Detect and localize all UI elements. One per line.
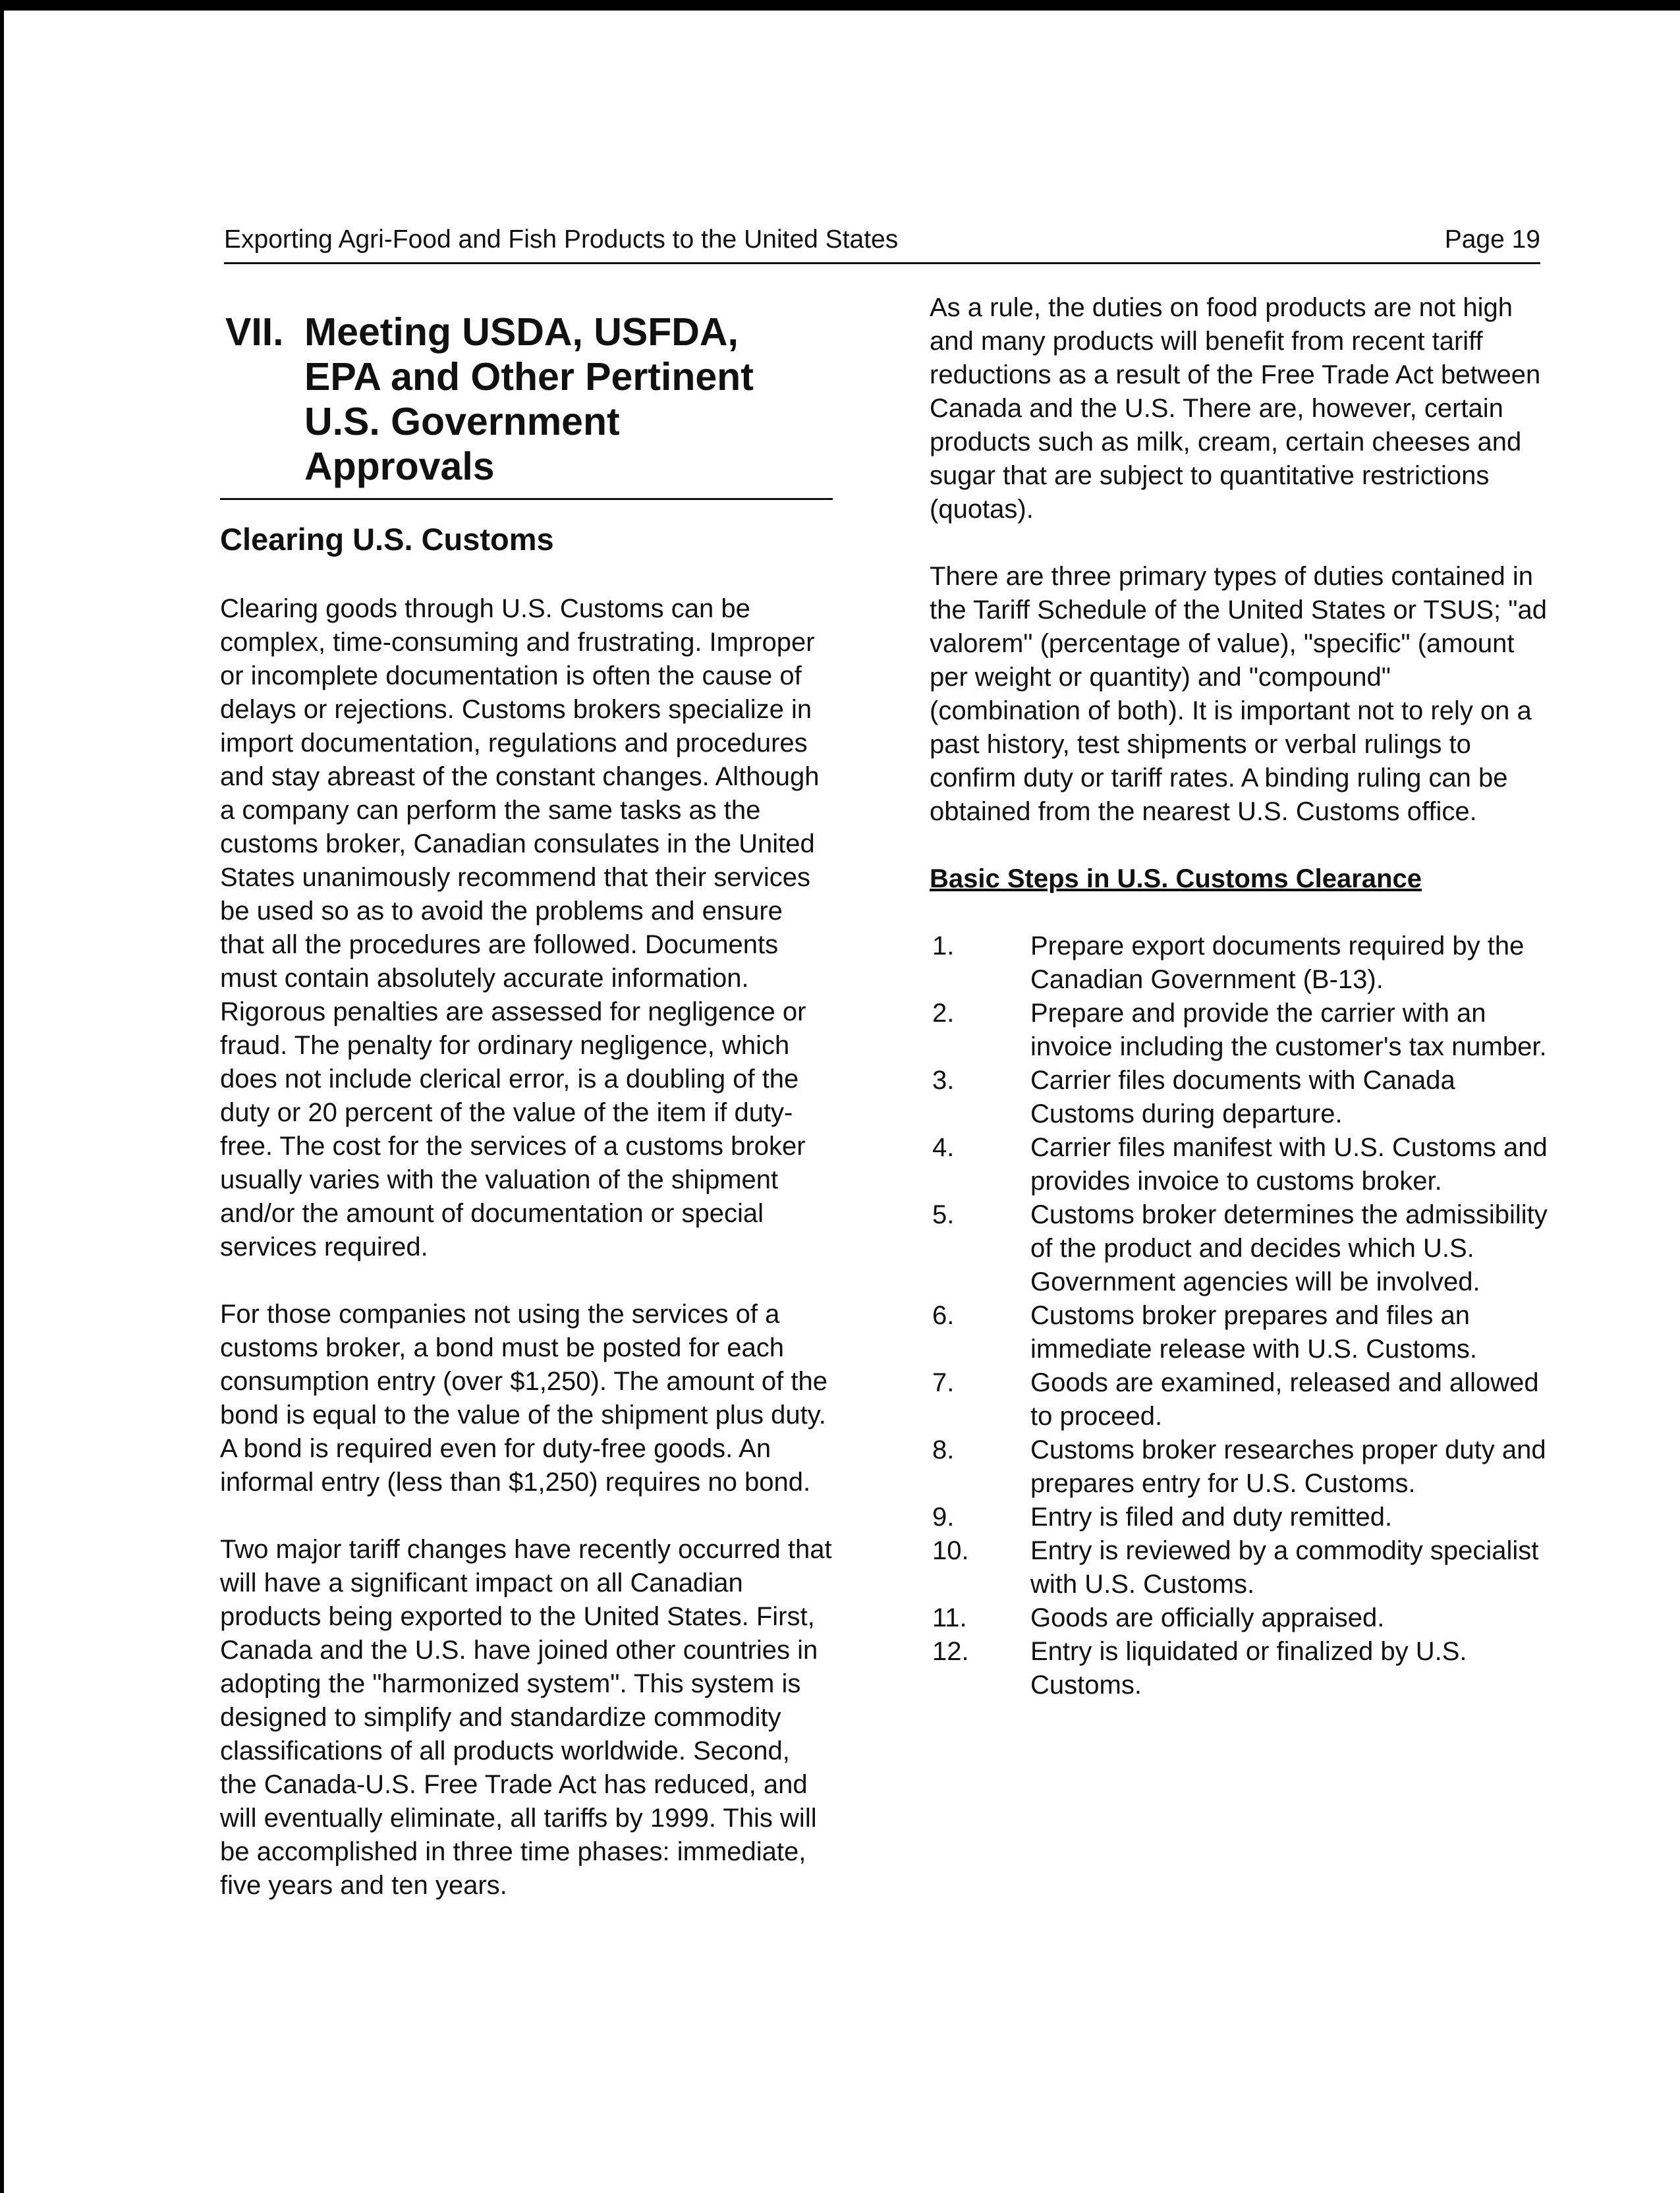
paragraph: As a rule, the duties on food products are not high and many products will benefit from recent tariff reductions as a result of the Free Trade Act between Canada and the U.S. There are, however, certain products such as milk, cream, certain cheeses and sugar that are subject to quantitative restrictions (quotas). — [930, 293, 1541, 524]
step-text: Customs broker researches proper duty and prepares entry for U.S. Customs. — [1030, 1435, 1546, 1498]
paragraph: Two major tariff changes have recently occurred that will have a significant impact on all Canadian products being exported to the United States. First, Canada and the U.S. have joined other countries in adopting the "harmonized system". This system is designed to simplify and standardize commodity classifications of all products worldwide. Second, the Canada-U.S. Free Trade Act has reduced, and will eventually eliminate, all tariffs by 1999. This will be accomplished in three time phases: immediate, five years and ten years. — [220, 1534, 832, 1900]
steps-list — [930, 930, 1549, 1702]
step-number: 12. — [932, 1637, 969, 1666]
scan-left-border — [0, 0, 4, 2193]
section-title-line: EPA and Other Pertinent — [304, 354, 754, 399]
step-text: Entry is liquidated or finalized by U.S. Customs. — [1030, 1637, 1467, 1700]
running-header — [224, 221, 1540, 264]
section-title-line: U.S. Government — [304, 399, 620, 443]
list-item — [930, 1299, 1549, 1366]
list-item — [930, 1501, 1549, 1534]
step-number: 3. — [932, 1066, 955, 1095]
step-number: 10. — [932, 1536, 969, 1565]
paragraph: For those companies not using the services of a customs broker, a bond must be posted for each consumption entry (over $1,250). The amount of the bond is equal to the value of the shipment plus duty. A bond is required even for duty-free goods. An informal entry (less than $1,250) requires no bond. — [220, 1299, 828, 1497]
left-column — [220, 283, 833, 1902]
list-item — [930, 997, 1549, 1064]
list-item — [930, 1198, 1549, 1299]
list-item — [930, 1131, 1549, 1198]
list-item — [930, 1064, 1549, 1131]
page-number: Page 19 — [1444, 225, 1540, 254]
step-number: 7. — [932, 1368, 955, 1397]
section-title-line: Meeting USDA, USFDA, — [304, 310, 739, 354]
scan-top-border — [0, 0, 1680, 11]
step-text: Customs broker prepares and files an immediate release with U.S. Customs. — [1030, 1301, 1478, 1364]
step-text: Goods are officially appraised. — [1030, 1603, 1385, 1632]
list-item — [930, 1601, 1549, 1635]
section-title-line: Approvals — [304, 444, 495, 488]
step-number: 5. — [932, 1200, 955, 1229]
step-text: Carrier files manifest with U.S. Customs and provides invoice to customs broker. — [1030, 1133, 1548, 1196]
list-item — [930, 1433, 1549, 1501]
step-number: 6. — [932, 1301, 955, 1330]
step-text: Prepare export documents required by the Canadian Government (B-13). — [1030, 931, 1525, 994]
step-number: 1. — [932, 931, 955, 960]
list-item — [930, 930, 1549, 997]
section-heading — [220, 310, 833, 500]
paragraph: Clearing goods through U.S. Customs can be complex, time-consuming and frustrating. Improper or incomplete documentation is often the cause of delays or rejections. Customs brokers specialize in import documentation, regulations and procedures and stay abreast of the constant changes. Although a company can perform the same tasks as the customs broker, Canadian consulates in the United States unanimously recommend that their services be used so as to avoid the problems and ensure that all the procedures are followed. Documents must contain absolutely accurate information. Rigorous penalties are assessed for negligence or fraud. The penalty for ordinary negligence, which does not include clerical error, is a doubling of the duty or 20 percent of the value of the item if duty-free. The cost for the services of a customs broker usually varies with the valuation of the shipment and/or the amount of documentation or special services required. — [220, 594, 820, 1262]
step-number: 11. — [932, 1603, 967, 1632]
right-column — [930, 291, 1549, 1702]
document-title: Exporting Agri-Food and Fish Products to the United States — [224, 225, 899, 254]
subsection-heading: Clearing U.S. Customs — [220, 521, 554, 557]
list-item — [930, 1635, 1549, 1702]
paragraph: There are three primary types of duties contained in the Tariff Schedule of the United States or TSUS; "ad valorem" (percentage of value), "specific" (amount per weight or quantity) and "compound" (combination of both). It is important not to rely on a past history, test shipments or verbal rulings to confirm duty or tariff rates. A binding ruling can be obtained from the nearest U.S. Customs office. — [930, 562, 1547, 826]
list-item — [930, 1534, 1549, 1601]
section-number: VII. — [225, 310, 284, 354]
step-number: 9. — [932, 1503, 955, 1532]
list-item — [930, 1366, 1549, 1433]
step-number: 8. — [932, 1435, 955, 1464]
step-number: 4. — [932, 1133, 955, 1162]
step-number: 2. — [932, 999, 955, 1028]
step-text: Entry is reviewed by a commodity specialist with U.S. Customs. — [1030, 1536, 1539, 1599]
step-text: Carrier files documents with Canada Customs during departure. — [1030, 1066, 1455, 1128]
step-text: Goods are examined, released and allowed to proceed. — [1030, 1368, 1539, 1431]
step-text: Customs broker determines the admissibility of the product and decides which U.S. Government agencies will be involved. — [1030, 1200, 1548, 1296]
step-text: Prepare and provide the carrier with an invoice including the customer's tax number. — [1030, 999, 1547, 1061]
steps-heading: Basic Steps in U.S. Customs Clearance — [930, 864, 1422, 893]
step-text: Entry is filed and duty remitted. — [1030, 1503, 1393, 1532]
